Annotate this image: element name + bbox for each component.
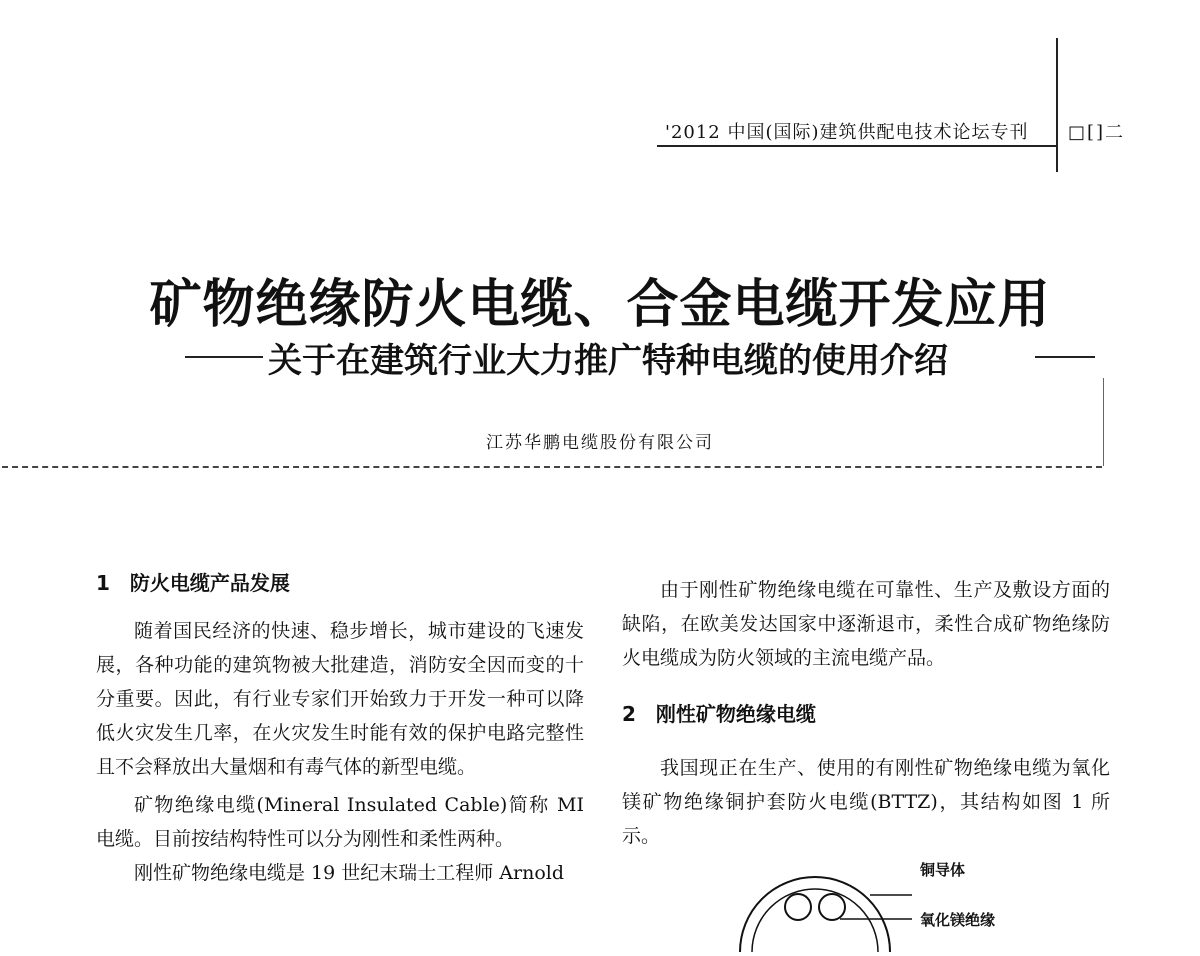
insulation-outline [752, 889, 878, 952]
title-separator [2, 466, 1102, 468]
conductor-right [819, 894, 845, 920]
article-title: 矿物绝缘防火电缆、合金电缆开发应用 [149, 275, 1051, 335]
section-1-paragraph-2: 矿物绝缘电缆(Mineral Insulated Cable)简称 MI 电缆。目前按结构特性可以分为刚性和柔性两种。 [96, 794, 584, 850]
label-mgo-insulation: 氧化镁绝缘 [920, 911, 996, 929]
label-copper-conductor: 铜导体 [920, 861, 966, 879]
subtitle-dash-right [1035, 356, 1095, 358]
header-vertical-rule [1056, 38, 1058, 172]
subtitle-dash-left [185, 356, 263, 358]
section-2-heading: 2 刚性矿物绝缘电缆 [622, 702, 816, 726]
affiliation: 江苏华鹏电缆股份有限公司 [486, 433, 714, 453]
right-column [622, 573, 1110, 853]
section-2-paragraph-1: 我国现正在生产、使用的有刚性矿物绝缘电缆为氧化镁矿物绝缘铜护套防火电缆(BTTZ)，其结构如图 1 所示。 [622, 757, 1110, 847]
journal-title: '2012 中国(国际)建筑供配电技术论坛专刊 [665, 122, 1029, 143]
cable-cross-section [700, 835, 1080, 952]
figure-1 [700, 835, 1080, 952]
section-1-paragraph-3: 刚性矿物绝缘电缆是 19 世纪末瑞士工程师 Arnold [134, 862, 565, 884]
journal-underline [657, 145, 1057, 147]
page-marks: □[]二 [1068, 122, 1126, 143]
right-margin-rule [1103, 378, 1104, 466]
section-1-paragraph-1: 随着国民经济的快速、稳步增长，城市建设的飞速发展，各种功能的建筑物被大批建造，消防安全因而变的十分重要。因此，有行业专家们开始致力于开发一种可以降低火灾发生几率，在火灾发生时能有效的保护电路完整性且不会释放出大量烟和有毒气体的新型电缆。 [96, 620, 584, 778]
section-1-heading: 1 防火电缆产品发展 [96, 571, 290, 595]
conductor-left [785, 894, 811, 920]
left-column [96, 566, 584, 890]
right-paragraph-1: 由于刚性矿物绝缘电缆在可靠性、生产及敷设方面的缺陷，在欧美发达国家中逐渐退市，柔性合成矿物绝缘防火电缆成为防火领域的主流电缆产品。 [622, 579, 1110, 669]
article-subtitle: 关于在建筑行业大力推广特种电缆的使用介绍 [268, 341, 948, 381]
